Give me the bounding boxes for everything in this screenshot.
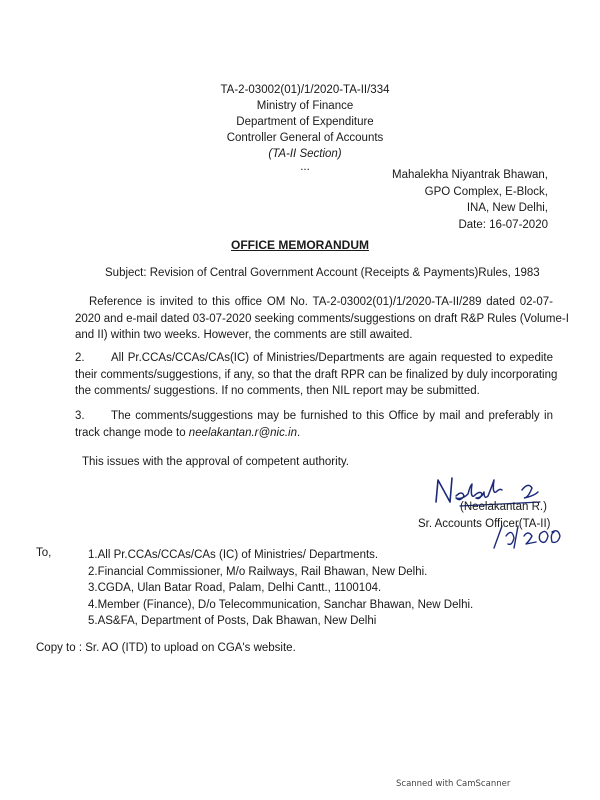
paragraph-1-line-1: Reference is invited to this office OM No. TA-2-03002(01)/1/2020-TA-II/289 dated 02-07- [89, 296, 553, 308]
recipient-list [88, 547, 473, 630]
address-line-3: INA, New Delhi, [466, 202, 548, 214]
header-separator: ... [300, 161, 310, 173]
paragraph-3-number: 3. [75, 410, 85, 422]
department-name: Department of Expenditure [236, 116, 374, 128]
approval-statement: This issues with the approval of competent authority. [82, 456, 349, 468]
paragraph-3-line-1-text: The comments/suggestions may be furnished to this Office by mail and preferably in [111, 410, 553, 422]
paragraph-2-line-2: their comments/suggestions, if any, so that the draft RPR can be finalized by duly incorporating [75, 368, 558, 381]
recipient-item: 3.CGDA, Ulan Batar Road, Palam, Delhi Cantt., 1100104. [88, 582, 382, 594]
paragraph-3-line-2-prefix: track change mode to [75, 426, 189, 439]
file-number: TA-2-03002(01)/1/2020-TA-II/334 [220, 84, 390, 96]
paragraph-2-line-3: the comments/ suggestions. If no comments, then NIL report may be submitted. [75, 385, 480, 397]
handwritten-date [488, 522, 568, 552]
recipient-item: 4.Member (Finance), D/o Telecommunication, Sanchar Bhawan, New Delhi. [88, 598, 474, 611]
paragraph-3 [75, 408, 553, 441]
scanner-watermark: Scanned with CamScanner [396, 779, 511, 789]
paragraph-2-line-1 [75, 350, 553, 367]
signer-designation: Sr. Accounts Officer(TA-II) [418, 518, 551, 530]
email-link[interactable]: neelakantan.r@nic.in [188, 426, 298, 439]
memo-date: Date: 16-07-2020 [458, 218, 548, 231]
recipient-item: 5.AS&FA, Department of Posts, Dak Bhawan, New Delhi [88, 615, 377, 627]
address-line-1: Mahalekha Niyantrak Bhawan, [392, 169, 548, 181]
recipient-item: 1.All Pr.CCAs/CCAs/CAs (IC) of Ministries/ Departments. [88, 549, 379, 561]
letterhead [170, 82, 440, 172]
paragraph-2-number: 2. [75, 352, 85, 364]
paragraph-1 [75, 294, 569, 344]
office-name: Controller General of Accounts [226, 132, 384, 144]
ministry-name: Ministry of Finance [256, 100, 354, 112]
paragraph-3-line-2-suffix: . [297, 426, 301, 439]
paragraph-3-line-1 [75, 408, 553, 425]
signer-name: (Neelakantan R.) [460, 501, 547, 513]
paragraph-2 [75, 350, 558, 400]
copy-to-line: Copy to : Sr. AO (ITD) to upload on CGA's website. [36, 642, 296, 654]
recipient-item: 2.Financial Commissioner, M/o Railways, Rail Bhawan, New Delhi. [88, 565, 428, 578]
address-line-2: GPO Complex, E-Block, [424, 185, 548, 198]
paragraph-3-line-2 [75, 425, 553, 442]
section-name: (TA-II Section) [268, 148, 342, 160]
paragraph-1-line-2: 2020 and e-mail dated 03-07-2020 seeking comments/suggestions on draft R&P Rules (Volume-I [75, 312, 569, 325]
paragraph-1-line-3: and II) within two weeks. However, the comments are still awaited. [75, 329, 413, 341]
paragraph-2-line-1-text: All Pr.CCAs/CCAs/CAs(IC) of Ministries/Departments are again requested to expedite [111, 352, 553, 364]
memo-title [0, 238, 600, 252]
memo-title-text: OFFICE MEMORANDUM [231, 238, 369, 252]
memo-subject: Subject: Revision of Central Government Account (Receipts & Payments)Rules, 1983 [105, 267, 540, 279]
office-address [392, 167, 548, 233]
to-label: To, [36, 547, 52, 559]
